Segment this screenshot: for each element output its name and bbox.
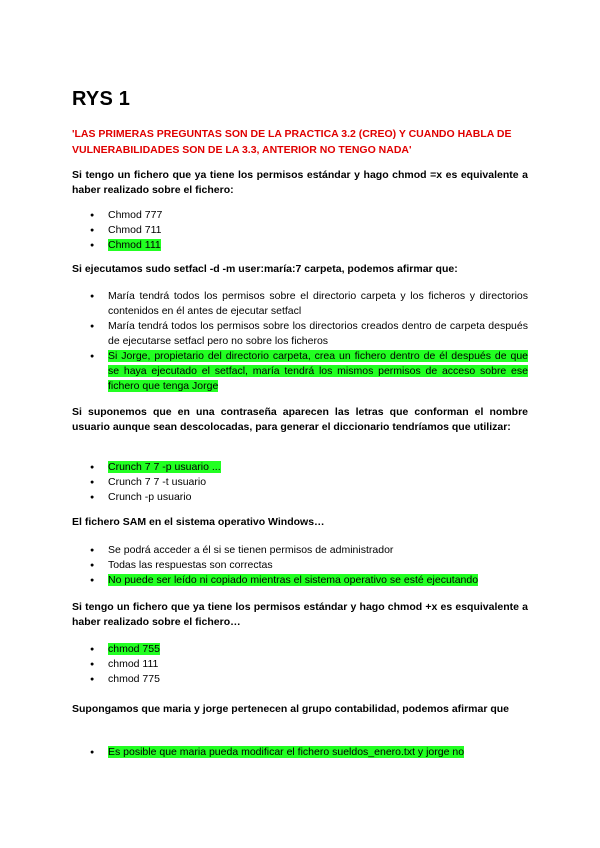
options-list-3 [72,460,528,505]
option-correct: ● Crunch 7 7 -p usuario ... [72,460,528,475]
option-correct: ● Si Jorge, propietario del directorio carpeta, crea un fichero dentro de él después de que se haya ejecutado el setfacl, maría tendrá los mismos permisos de acceso sobre ese fichero que tenga Jorge [72,349,528,394]
author-note: 'LAS PRIMERAS PREGUNTAS SON DE LA PRACTICA 3.2 (CREO) Y CUANDO HABLA DE VULNERABILIDADES SON DE LA 3.3, ANTERIOR NO TENGO NADA' [72,128,512,156]
option-correct: ● Es posible que maria pueda modificar el fichero sueldos_enero.txt y jorge no [72,745,528,760]
option: ● Crunch -p usuario [72,490,528,505]
options-list-2 [72,289,528,394]
option: ● María tendrá todos los permisos sobre el directorio carpeta y los ficheros y directorios contenidos en él antes de ejecutar setfacl [72,289,528,319]
option: ● Chmod 777 [72,208,528,223]
option: ● María tendrá todos los permisos sobre los directorios creados dentro de carpeta después de ejecutarse setfacl pero no sobre los ficheros [72,319,528,349]
option: ● Chmod 711 [72,223,528,238]
option: ● chmod 775 [72,672,528,687]
question-4: El fichero SAM en el sistema operativo Windows… [72,516,325,528]
option: ● Todas las respuestas son correctas [72,558,528,573]
options-list-4 [72,543,528,588]
question-5: Si tengo un fichero que ya tiene los permisos estándar y hago chmod +x es esquivalente a haber realizado sobre el fichero… [72,601,528,628]
options-list-5 [72,642,528,687]
page-title: RYS 1 [72,88,131,110]
option: ● chmod 111 [72,657,528,672]
option-correct: ● chmod 755 [72,642,528,657]
question-2: Si ejecutamos sudo setfacl -d -m user:maría:7 carpeta, podemos afirmar que: [72,263,458,275]
option-correct: ● No puede ser leído ni copiado mientras el sistema operativo se esté ejecutando [72,573,528,588]
option-correct: ● Chmod 111 [72,238,528,253]
options-list-1 [72,208,528,253]
options-list-6 [72,745,528,760]
option: ● Crunch 7 7 -t usuario [72,475,528,490]
question-1: Si tengo un fichero que ya tiene los permisos estándar y hago chmod =x es equivalente a haber realizado sobre el fichero: [72,169,528,196]
option: ● Se podrá acceder a él si se tienen permisos de administrador [72,543,528,558]
question-3: Si suponemos que en una contraseña aparecen las letras que conforman el nombre usuario aunque sean descolocadas, para generar el diccionario tendríamos que utilizar: [72,406,528,433]
question-6: Supongamos que maria y jorge pertenecen al grupo contabilidad, podemos afirmar que [72,703,510,715]
